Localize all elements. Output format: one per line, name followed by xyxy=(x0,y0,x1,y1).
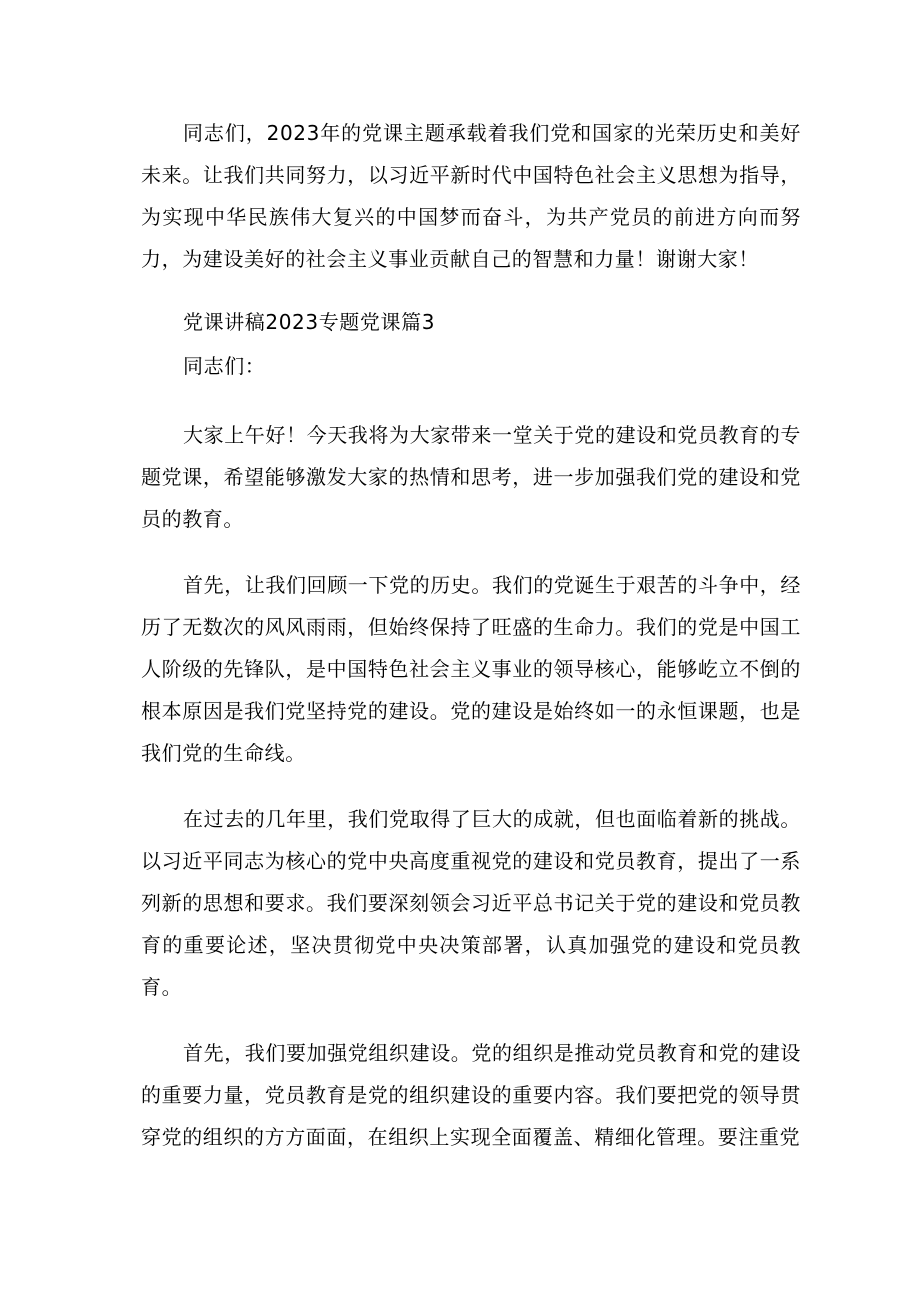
paragraph-organization: 首先，我们要加强党组织建设。党的组织是推动党员教育和党的建设的重要力量，党员教育是党的组织建设的重要内容。我们要把党的领导贯穿党的组织的方方面面，在组织上实现全面覆盖、精细化管理。要注重党 xyxy=(141,1041,801,1149)
paragraph-closing: 同志们，2023年的党课主题承载着我们党和国家的光荣历史和美好未来。让我们共同努力，以习近平新时代中国特色社会主义思想为指导，为实现中华民族伟大复兴的中国梦而奋斗，为共产党员的前进方向而努力，为建设美好的社会主义事业贡献自己的智慧和力量！谢谢大家！ xyxy=(141,121,801,271)
paragraph-history: 首先，让我们回顾一下党的历史。我们的党诞生于艰苦的斗争中，经历了无数次的风风雨雨，但始终保持了旺盛的生命力。我们的党是中国工人阶级的先锋队，是中国特色社会主义事业的领导核心，能够屹立不倒的根本原因是我们党坚持党的建设。党的建设是始终如一的永恒课题，也是我们党的生命线。 xyxy=(141,573,801,765)
document-body xyxy=(141,112,801,1158)
section-heading: 党课讲稿2023专题党课篇3 xyxy=(183,310,436,334)
paragraph-achievements: 在过去的几年里，我们党取得了巨大的成就，但也面临着新的挑战。以习近平同志为核心的党中央高度重视党的建设和党员教育，提出了一系列新的思想和要求。我们要深刻领会习近平总书记关于党的建设和党员教育的重要论述，坚决贯彻党中央决策部署，认真加强党的建设和党员教育。 xyxy=(141,807,801,999)
paragraph-intro: 大家上午好！今天我将为大家带来一堂关于党的建设和党员教育的专题党课，希望能够激发大家的热情和思考，进一步加强我们党的建设和党员的教育。 xyxy=(141,423,801,531)
greeting: 同志们： xyxy=(183,354,266,378)
